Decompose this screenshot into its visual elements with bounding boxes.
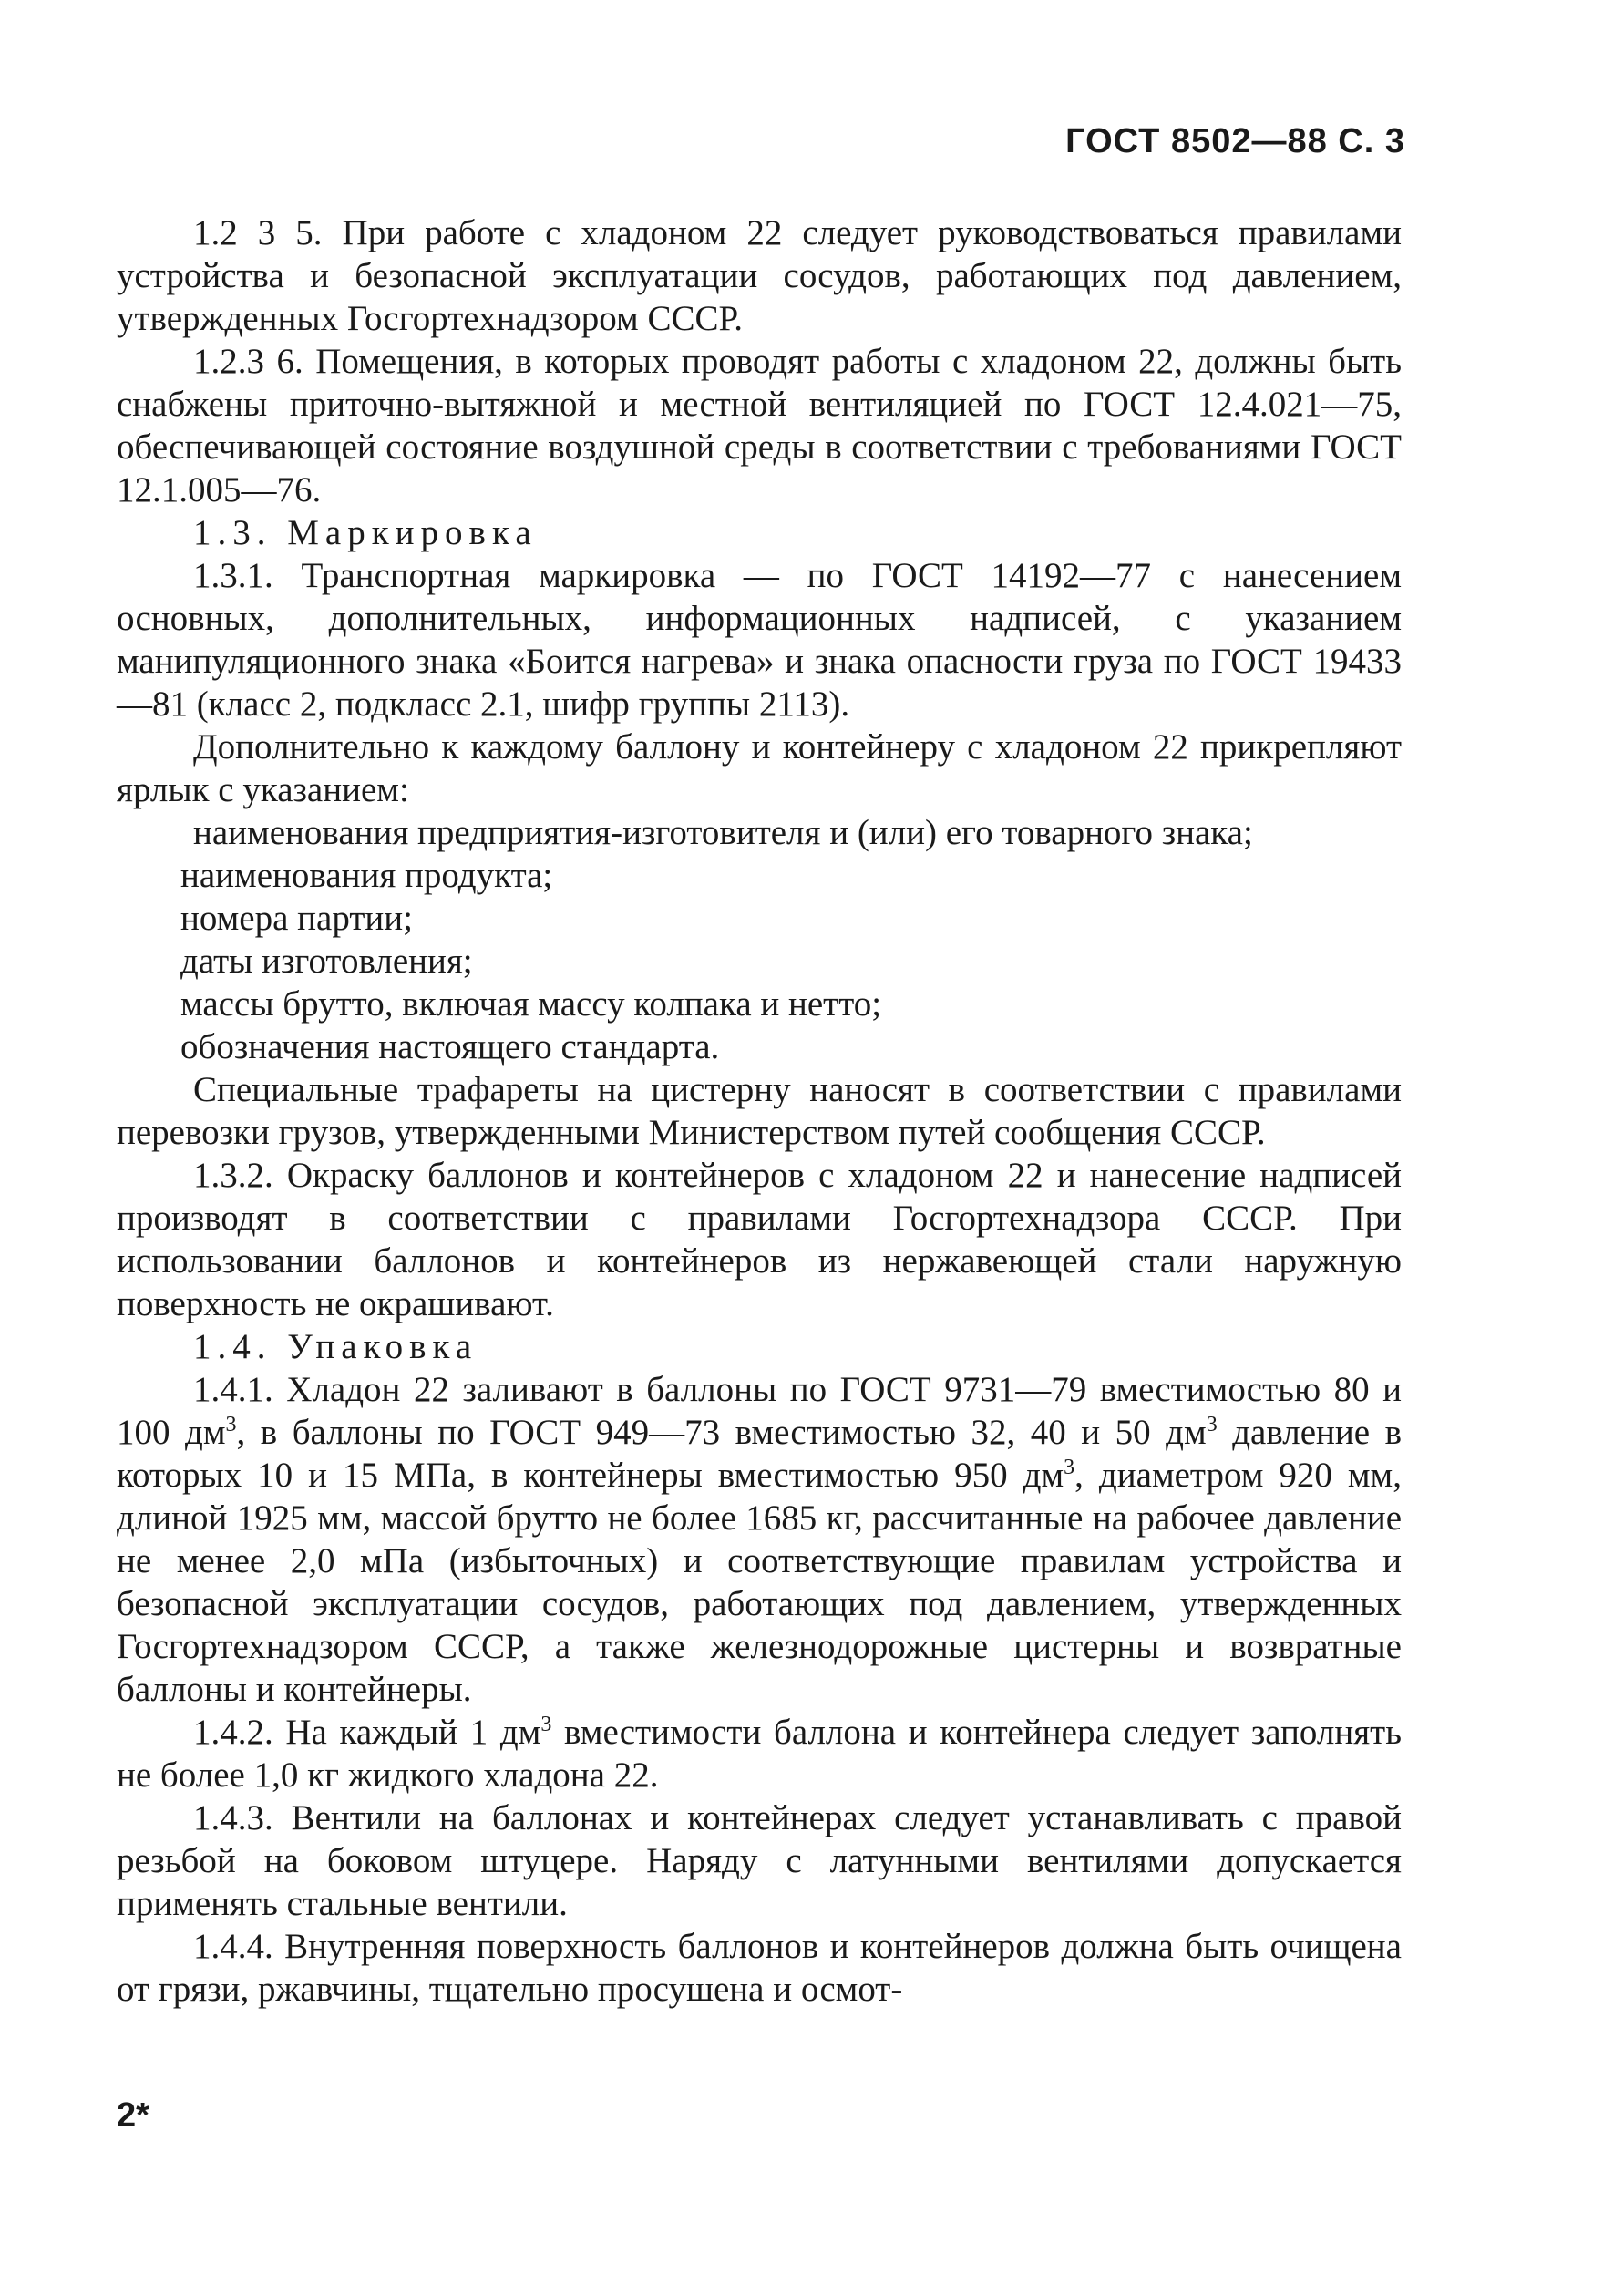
section-heading-marking	[117, 511, 1402, 554]
list-item: наименования предприятия-изготовителя и (или) его товарного знака;	[193, 813, 1253, 852]
page-signature: 2*	[117, 2096, 149, 2135]
list-item: наименования продукта;	[180, 856, 553, 895]
list-item: номера партии;	[180, 899, 413, 938]
paragraph-1-4-3: 1.4.3. Вентили на баллонах и контейнерах следует устанавливать с правой резьбой на боковом штуцере. Наряду с латунными вентилями допускается применять стальные вентили.	[117, 1798, 1402, 1923]
text-run: 1.4.1. Хладон 22 заливают в баллоны по ГОСТ 9731—79 вместимостью 80 и 100 дм	[117, 1370, 1402, 1452]
paragraph-1-3-1: 1.3.1. Транспортная маркировка — по ГОСТ 14192—77 с нанесением основных, дополнительных, информационных надписей, с указанием манипуляционного знака «Боится нагрева» и знака опасности груза по ГОСТ 19433—81 (класс 2, подкласс 2.1, шифр группы 2113).	[117, 556, 1402, 724]
text-run: вместимости баллона и контейнера следует заполнять не более 1,0 кг жидкого хладона 22.	[117, 1713, 1403, 1795]
paragraph-label-info: Дополнительно к каждому баллону и контейнеру с хладоном 22 прикрепляют ярлык с указанием:	[117, 727, 1402, 809]
document-body	[117, 211, 1402, 2011]
superscript: 3	[1064, 1456, 1075, 1479]
paragraph-special-stencils: Специальные трафареты на цистерну наносят в соответствии с правилами перевозки грузов, утвержденными Министерством путей сообщения СССР.	[117, 1070, 1402, 1152]
text-run: , диаметром 920 мм, длиной 1925 мм, массой брутто не более 1685 кг, рассчитанные на рабочее давление не менее 2,0 мПа (избыточных) и соответствующие правилам устройства и безопасной эксплуатации сосудов, работающих под давлением, утвержденных Госгортехнадзором СССР, а также железнодорожные цистерны и возвратные баллоны и контейнеры.	[117, 1456, 1402, 1709]
text-run: , в баллоны по ГОСТ 949—73 вместимостью 32, 40 и 50 дм	[236, 1413, 1207, 1452]
text-run: давление в которых 10 и 15 МПа, в контейнеры вместимостью 950 дм	[117, 1413, 1402, 1495]
paragraph-1-4-4: 1.4.4. Внутренняя поверхность баллонов и контейнеров должна быть очищена от грязи, ржавчины, тщательно просушена и осмот-	[117, 1927, 1402, 2009]
paragraph-1-3-2: 1.3.2. Окраску баллонов и контейнеров с хладоном 22 и нанесение надписей производят в соответствии с правилами Госгортехнадзора СССР. При использовании баллонов и контейнеров из нержавеющей стали наружную поверхность не окрашивают.	[117, 1156, 1402, 1323]
paragraph-1-2-3-6: 1.2.3 6. Помещения, в которых проводят работы с хладоном 22, должны быть снабжены приточно-вытяжной и местной вентиляцией по ГОСТ 12.4.021—75, обеспечивающей состояние воздушной среды в соответствии с требованиями ГОСТ 12.1.005—76.	[117, 342, 1402, 510]
paragraph-1-4-1	[117, 1368, 1402, 1711]
section-heading-packaging	[117, 1325, 1402, 1368]
list-item: даты изготовления;	[180, 942, 473, 981]
text-run: 1.4.2. На каждый 1 дм	[193, 1713, 541, 1752]
section-title: 1.3. Маркировка	[193, 513, 538, 552]
superscript: 3	[540, 1713, 552, 1736]
page-header: ГОСТ 8502—88 С. 3	[1065, 122, 1405, 160]
paragraph-1-4-2	[117, 1711, 1402, 1796]
superscript: 3	[1206, 1413, 1218, 1436]
superscript: 3	[225, 1413, 237, 1436]
section-title: 1.4. Упаковка	[193, 1327, 478, 1366]
paragraph-1-2-3-5: 1.2 3 5. При работе с хладоном 22 следует руководствоваться правилами устройства и безопасной эксплуатации сосудов, работающих под давлением, утвержденных Госгортехнадзором СССР.	[117, 213, 1402, 338]
list-item: обозначения настоящего стандарта.	[180, 1027, 720, 1066]
list-item: массы брутто, включая массу колпака и нетто;	[180, 984, 882, 1024]
